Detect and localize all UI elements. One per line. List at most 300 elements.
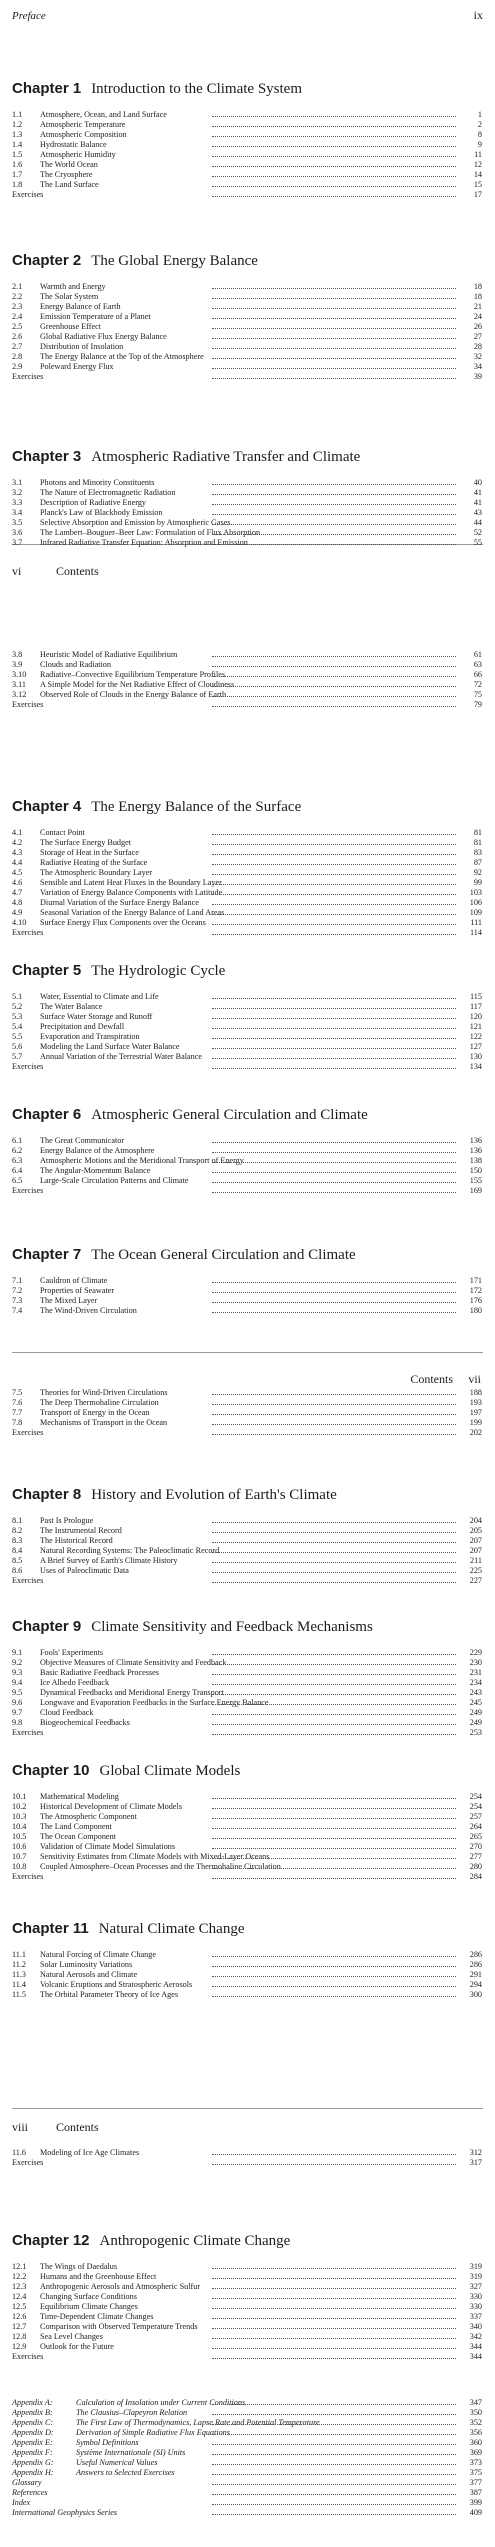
section-title: Time-Dependent Climate Changes: [40, 2312, 154, 2321]
page-number: 117: [470, 1002, 482, 1011]
page-number: 155: [469, 1176, 482, 1185]
toc-entry[interactable]: [12, 1566, 482, 1576]
page-number: 193: [469, 1398, 482, 1407]
toc-entry[interactable]: [12, 2302, 482, 2312]
section-title: Selective Absorption and Emission by Atmospheric Gases: [40, 518, 231, 527]
toc-entry[interactable]: [12, 1802, 482, 1812]
back-matter-entry[interactable]: [12, 2458, 482, 2468]
section-number: 11.1: [12, 1950, 27, 1959]
toc-entry[interactable]: [12, 908, 482, 918]
section-number: 11.6: [12, 2148, 27, 2157]
toc-entry[interactable]: [12, 1516, 482, 1526]
section-title: Variation of Energy Balance Components with Latitude: [40, 888, 223, 897]
page-number: 114: [470, 928, 482, 937]
exercises-entry[interactable]: [12, 1576, 482, 1586]
toc-entry[interactable]: [12, 1526, 482, 1536]
section-title: Dynamical Feedbacks and Meridional Energy Transport: [40, 1688, 224, 1697]
dot-leader: [212, 1424, 456, 1425]
page-number: 204: [469, 1516, 482, 1525]
dot-leader: [212, 1838, 456, 1839]
toc-entry[interactable]: [12, 1862, 482, 1872]
chapter-label: Chapter 4: [12, 798, 82, 815]
section-title: The Wind-Driven Circulation: [40, 1306, 137, 1315]
dot-leader: [212, 1966, 456, 1967]
dot-leader: [212, 1996, 456, 1997]
page-number: 34: [473, 362, 482, 371]
section-list: [12, 1388, 482, 1438]
dot-leader: [212, 2504, 456, 2505]
chapter-continuation: [12, 650, 482, 710]
section-number: 8.3: [12, 1536, 23, 1545]
chapter-block: [12, 1106, 482, 1196]
dot-leader: [212, 1292, 456, 1293]
toc-entry[interactable]: [12, 1648, 482, 1658]
section-title: Properties of Seawater: [40, 1286, 115, 1295]
dot-leader: [212, 358, 456, 359]
toc-entry[interactable]: [12, 660, 482, 670]
dot-leader: [212, 884, 456, 885]
exercises-entry[interactable]: [12, 1428, 482, 1438]
section-number: 2.5: [12, 322, 23, 331]
chapter-heading[interactable]: [12, 1486, 482, 1504]
toc-entry[interactable]: [12, 170, 482, 180]
dot-leader: [212, 686, 456, 687]
section-title: Atmospheric Motions and the Meridional Transport of Energy: [40, 1156, 244, 1165]
section-list: [12, 110, 482, 200]
toc-entry[interactable]: [12, 312, 482, 322]
toc-entry[interactable]: [12, 1546, 482, 1556]
section-title: Natural Aerosols and Climate: [40, 1970, 138, 1979]
exercises-entry[interactable]: [12, 1728, 482, 1738]
page-number: 330: [469, 2292, 482, 2301]
chapter-heading[interactable]: [12, 448, 482, 466]
page-number: 2: [477, 120, 482, 129]
toc-entry[interactable]: [12, 362, 482, 372]
dot-leader: [212, 1434, 456, 1435]
dot-leader: [212, 834, 456, 835]
section-number: 7.2: [12, 1286, 23, 1295]
toc-entry[interactable]: [12, 1398, 482, 1408]
toc-entry[interactable]: [12, 130, 482, 140]
section-list: [12, 2262, 482, 2362]
dot-leader: [212, 894, 456, 895]
section-number: 5.3: [12, 1012, 23, 1021]
back-matter-entry[interactable]: [12, 2398, 482, 2408]
toc-entry[interactable]: [12, 140, 482, 150]
section-number: 3.7: [12, 538, 23, 547]
chapter-heading[interactable]: [12, 962, 482, 980]
toc-entry[interactable]: [12, 1286, 482, 1296]
page-number: 99: [473, 878, 482, 887]
dot-leader: [212, 1684, 456, 1685]
toc-entry[interactable]: [12, 322, 482, 332]
chapter-label: Chapter 3: [12, 448, 82, 465]
toc-entry[interactable]: [12, 1002, 482, 1012]
section-number: 11.5: [12, 1990, 27, 1999]
dot-leader: [212, 864, 456, 865]
toc-entry[interactable]: [12, 1678, 482, 1688]
section-title: Exercises: [12, 1872, 44, 1881]
page-number: 319: [469, 2272, 482, 2281]
toc-entry[interactable]: [12, 302, 482, 312]
chapter-title: Natural Climate Change: [98, 1921, 245, 1937]
chapter-title: The Energy Balance of the Surface: [91, 799, 302, 815]
section-number: 11.3: [12, 1970, 27, 1979]
toc-entry[interactable]: [12, 1688, 482, 1698]
exercises-entry[interactable]: [12, 700, 482, 710]
page-number: 52: [473, 528, 482, 537]
toc-entry[interactable]: [12, 1658, 482, 1668]
toc-entry[interactable]: [12, 2282, 482, 2292]
section-number: 8.5: [12, 1556, 23, 1565]
page-number: 375: [469, 2468, 482, 2477]
toc-entry[interactable]: [12, 1792, 482, 1802]
dot-leader: [212, 1182, 456, 1183]
chapter-heading[interactable]: [12, 2232, 482, 2250]
toc-entry[interactable]: [12, 1276, 482, 1286]
section-number: 2.1: [12, 282, 23, 291]
page-number: 254: [469, 1792, 482, 1801]
dot-leader: [212, 2328, 456, 2329]
chapter-heading[interactable]: [12, 1762, 482, 1780]
toc-entry[interactable]: [12, 110, 482, 120]
toc-entry[interactable]: [12, 332, 482, 342]
exercises-entry[interactable]: [12, 2352, 482, 2362]
section-number: 9.7: [12, 1708, 23, 1717]
section-number: 1.1: [12, 110, 23, 119]
page-number: 265: [469, 1832, 482, 1841]
page-number: 387: [469, 2488, 482, 2497]
section-number: 12.5: [12, 2302, 27, 2311]
toc-entry[interactable]: [12, 1668, 482, 1678]
section-number: Appendix A:: [12, 2398, 53, 2407]
toc-entry[interactable]: [12, 150, 482, 160]
toc-entry[interactable]: [12, 1306, 482, 1316]
toc-entry[interactable]: [12, 878, 482, 888]
toc-entry[interactable]: [12, 2292, 482, 2302]
back-matter-entry[interactable]: [12, 2408, 482, 2418]
dot-leader: [212, 288, 456, 289]
dot-leader: [212, 1858, 456, 1859]
toc-entry[interactable]: [12, 120, 482, 130]
section-title: Exercises: [12, 2158, 44, 2167]
toc-entry[interactable]: [12, 690, 482, 700]
toc-entry[interactable]: [12, 1960, 482, 1970]
page-number: 188: [469, 1388, 482, 1397]
chapter-heading[interactable]: [12, 798, 482, 816]
back-matter-entry[interactable]: [12, 2468, 482, 2478]
exercises-entry[interactable]: [12, 928, 482, 938]
section-title: Diurnal Variation of the Surface Energy Balance: [40, 898, 199, 907]
back-matter-entry[interactable]: [12, 2438, 482, 2448]
toc-entry[interactable]: [12, 1388, 482, 1398]
exercises-entry[interactable]: [12, 1062, 482, 1072]
toc-entry[interactable]: [12, 1812, 482, 1822]
toc-entry[interactable]: [12, 342, 482, 352]
page-number: 270: [469, 1842, 482, 1851]
chapter-heading[interactable]: [12, 80, 482, 98]
page-number: 106: [469, 898, 482, 907]
page-number: 249: [469, 1718, 482, 1727]
back-matter-entry[interactable]: [12, 2418, 482, 2428]
toc-entry[interactable]: [12, 1012, 482, 1022]
dot-leader: [212, 338, 456, 339]
toc-entry[interactable]: [12, 1708, 482, 1718]
toc-entry[interactable]: [12, 518, 482, 528]
page-number: 81: [473, 838, 482, 847]
toc-entry[interactable]: [12, 282, 482, 292]
toc-entry[interactable]: [12, 160, 482, 170]
section-title: Mechanisms of Transport in the Ocean: [40, 1418, 168, 1427]
page-number: 286: [469, 1960, 482, 1969]
page-number: 330: [469, 2302, 482, 2311]
chapter-title: The Ocean General Circulation and Climate: [91, 1247, 356, 1263]
section-title: International Geophysics Series: [12, 2508, 118, 2517]
section-title: The Lambert–Bouguer–Beer Law: Formulation of Flux Absorption: [40, 528, 261, 537]
chapter-label: Chapter 10: [12, 1762, 90, 1779]
section-title: Warmth and Energy: [40, 282, 106, 291]
chapter-heading[interactable]: [12, 1618, 482, 1636]
section-title: Modeling of Ice Age Climates: [40, 2148, 140, 2157]
toc-entry[interactable]: [12, 848, 482, 858]
section-title: Validation of Climate Model Simulations: [40, 1842, 176, 1851]
toc-entry[interactable]: [12, 1296, 482, 1306]
toc-entry[interactable]: [12, 838, 482, 848]
section-number: 5.7: [12, 1052, 23, 1061]
section-number: 6.2: [12, 1146, 23, 1155]
back-matter-entry[interactable]: [12, 2428, 482, 2438]
dot-leader: [212, 2308, 456, 2309]
toc-entry[interactable]: [12, 828, 482, 838]
toc-entry[interactable]: [12, 2262, 482, 2272]
dot-leader: [212, 2164, 456, 2165]
toc-entry[interactable]: [12, 670, 482, 680]
toc-entry[interactable]: [12, 508, 482, 518]
page-number: 347: [469, 2398, 482, 2407]
exercises-entry[interactable]: [12, 2158, 482, 2168]
page-number: 8: [477, 130, 482, 139]
toc-entry[interactable]: [12, 1842, 482, 1852]
section-title: Sea Level Changes: [40, 2332, 103, 2341]
dot-leader: [212, 2348, 456, 2349]
back-matter-entry[interactable]: [12, 2488, 482, 2498]
dot-leader: [212, 1302, 456, 1303]
chapter-label: Chapter 6: [12, 1106, 82, 1123]
section-title: The Ocean Component: [40, 1832, 116, 1841]
section-title: References: [12, 2488, 48, 2497]
chapter-heading[interactable]: [12, 1920, 482, 1938]
section-number: 3.3: [12, 498, 23, 507]
exercises-entry[interactable]: [12, 1872, 482, 1882]
dot-leader: [212, 1582, 456, 1583]
toc-entry[interactable]: [12, 488, 482, 498]
section-title: Hydrostatic Balance: [40, 140, 107, 149]
section-list: [12, 2148, 482, 2168]
toc-entry[interactable]: [12, 1418, 482, 1428]
section-title: Objective Measures of Climate Sensitivity and Feedback: [40, 1658, 227, 1667]
toc-entry[interactable]: [12, 180, 482, 190]
toc-entry[interactable]: [12, 1852, 482, 1862]
toc-entry[interactable]: [12, 1536, 482, 1546]
toc-entry[interactable]: [12, 650, 482, 660]
section-title: Observed Role of Clouds in the Energy Balance of Earth: [40, 690, 227, 699]
toc-entry[interactable]: [12, 1698, 482, 1708]
section-number: 3.4: [12, 508, 23, 517]
back-matter-entry[interactable]: [12, 2448, 482, 2458]
section-number: Appendix E:: [12, 2438, 53, 2447]
chapter-heading[interactable]: [12, 252, 482, 270]
chapter-title: History and Evolution of Earth's Climate: [91, 1487, 337, 1503]
page-number: 75: [473, 690, 482, 699]
dot-leader: [212, 696, 456, 697]
toc-entry[interactable]: [12, 1408, 482, 1418]
preface-running-head: Preface: [12, 10, 46, 22]
toc-entry[interactable]: [12, 888, 482, 898]
section-number: 10.4: [12, 1822, 27, 1831]
section-number: 4.2: [12, 838, 23, 847]
toc-entry[interactable]: [12, 2272, 482, 2282]
dot-leader: [212, 368, 456, 369]
dot-leader: [212, 1956, 456, 1957]
toc-entry[interactable]: [12, 1950, 482, 1960]
toc-entry[interactable]: [12, 2322, 482, 2332]
dot-leader: [212, 328, 456, 329]
section-number: 12.7: [12, 2322, 27, 2331]
dot-leader: [212, 136, 456, 137]
toc-entry[interactable]: [12, 1970, 482, 1980]
page-number: 171: [469, 1276, 482, 1285]
page-number: 294: [469, 1980, 482, 1989]
dot-leader: [212, 2454, 456, 2455]
page-number: 344: [469, 2342, 482, 2351]
page-number: 207: [469, 1546, 482, 1555]
toc-entry[interactable]: [12, 2148, 482, 2158]
toc-entry[interactable]: [12, 2332, 482, 2342]
toc-entry[interactable]: [12, 1052, 482, 1062]
section-title: Infrared Radiative Transfer Equation: Absorption and Emission: [40, 538, 248, 547]
section-list: [12, 1276, 482, 1316]
toc-entry[interactable]: [12, 528, 482, 538]
toc-entry[interactable]: [12, 992, 482, 1002]
dot-leader: [212, 844, 456, 845]
toc-entry[interactable]: [12, 1042, 482, 1052]
back-matter-entry[interactable]: [12, 2508, 482, 2518]
section-title: Energy Balance of Earth: [40, 302, 121, 311]
section-number: 2.7: [12, 342, 23, 351]
section-title: Transport of Energy in the Ocean: [40, 1408, 150, 1417]
toc-entry[interactable]: [12, 1822, 482, 1832]
section-number: 6.3: [12, 1156, 23, 1165]
page-number: 79: [473, 700, 482, 709]
exercises-entry[interactable]: [12, 190, 482, 200]
exercises-entry[interactable]: [12, 1186, 482, 1196]
toc-entry[interactable]: [12, 1156, 482, 1166]
section-number: 3.5: [12, 518, 23, 527]
page-number: 18: [473, 292, 482, 301]
back-matter-entry[interactable]: [12, 2498, 482, 2508]
chapter-title: Climate Sensitivity and Feedback Mechanisms: [91, 1619, 373, 1635]
section-number: 5.5: [12, 1032, 23, 1041]
toc-entry[interactable]: [12, 1832, 482, 1842]
toc-entry[interactable]: [12, 680, 482, 690]
section-title: Greenhouse Effect: [40, 322, 101, 331]
page-number: 319: [469, 2262, 482, 2271]
dot-leader: [212, 504, 456, 505]
section-title: Exercises: [12, 1428, 44, 1437]
exercises-entry[interactable]: [12, 372, 482, 382]
chapter-block: [12, 80, 482, 200]
page-number: 264: [469, 1822, 482, 1831]
toc-entry[interactable]: [12, 1556, 482, 1566]
toc-entry[interactable]: [12, 478, 482, 488]
page-number: 291: [469, 1970, 482, 1979]
dot-leader: [212, 1068, 456, 1069]
dot-leader: [212, 1734, 456, 1735]
dot-leader: [212, 1976, 456, 1977]
page-number: 231: [469, 1668, 482, 1677]
section-number: 10.2: [12, 1802, 27, 1811]
section-number: 12.8: [12, 2332, 27, 2341]
toc-entry[interactable]: [12, 1032, 482, 1042]
chapter-heading[interactable]: [12, 1246, 482, 1264]
toc-entry[interactable]: [12, 292, 482, 302]
dot-leader: [212, 2154, 456, 2155]
section-title: Large-Scale Circulation Patterns and Climate: [40, 1176, 189, 1185]
toc-entry[interactable]: [12, 1166, 482, 1176]
section-title: A Simple Model for the Net Radiative Effect of Cloudiness: [40, 680, 235, 689]
toc-entry[interactable]: [12, 898, 482, 908]
toc-entry[interactable]: [12, 1990, 482, 2000]
toc-entry[interactable]: [12, 1136, 482, 1146]
page-number: 356: [469, 2428, 482, 2437]
section-number: 10.1: [12, 1792, 27, 1801]
toc-entry[interactable]: [12, 858, 482, 868]
chapter-block: [12, 962, 482, 1072]
dot-leader: [212, 1654, 456, 1655]
page-number: 369: [469, 2448, 482, 2457]
section-number: 2.6: [12, 332, 23, 341]
page-number: 40: [473, 478, 482, 487]
section-number: 11.4: [12, 1980, 27, 1989]
toc-entry[interactable]: [12, 918, 482, 928]
toc-entry[interactable]: [12, 498, 482, 508]
toc-entry[interactable]: [12, 352, 482, 362]
section-list: [12, 478, 482, 548]
page-number: 115: [470, 992, 482, 1001]
toc-entry[interactable]: [12, 1718, 482, 1728]
toc-entry[interactable]: [12, 2312, 482, 2322]
section-number: 10.7: [12, 1852, 27, 1861]
dot-leader: [212, 676, 456, 677]
back-matter-entry[interactable]: [12, 2478, 482, 2488]
section-number: 4.3: [12, 848, 23, 857]
dot-leader: [212, 1028, 456, 1029]
toc-entry[interactable]: [12, 1146, 482, 1156]
section-list: [12, 1136, 482, 1196]
toc-entry[interactable]: [12, 1980, 482, 1990]
toc-entry[interactable]: [12, 2342, 482, 2352]
toc-entry[interactable]: [12, 1176, 482, 1186]
page-number: 211: [470, 1556, 482, 1565]
dot-leader: [212, 1414, 456, 1415]
page-number: 312: [469, 2148, 482, 2157]
chapter-heading[interactable]: [12, 1106, 482, 1124]
toc-entry[interactable]: [12, 538, 482, 548]
section-list: [12, 1516, 482, 1586]
dot-leader: [212, 2464, 456, 2465]
toc-entry[interactable]: [12, 868, 482, 878]
toc-entry[interactable]: [12, 1022, 482, 1032]
